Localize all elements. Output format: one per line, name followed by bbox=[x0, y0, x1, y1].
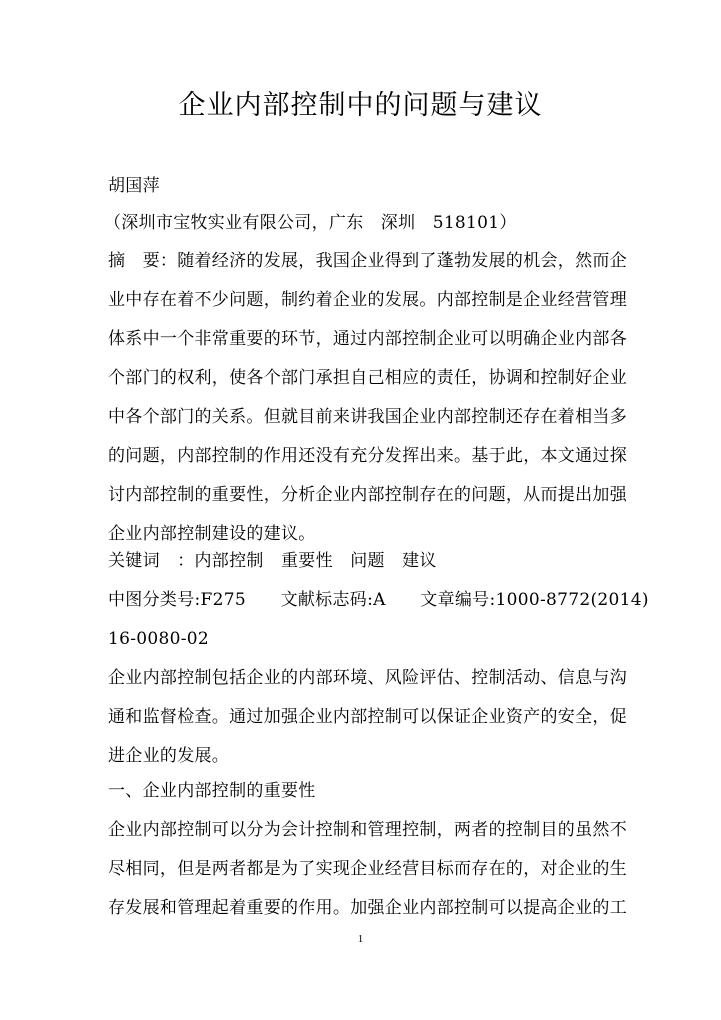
section-paragraph-line: 企业内部控制可以分为会计控制和管理控制，两者的控制目的虽然不 bbox=[108, 820, 627, 840]
abstract-line: 体系中一个非常重要的环节，通过内部控制企业可以明确企业内部各 bbox=[108, 329, 627, 349]
abstract-line: 摘 要：随着经济的发展，我国企业得到了蓬勃发展的机会，然而企 bbox=[108, 251, 627, 271]
abstract-line: 企业内部控制建设的建议。 bbox=[108, 524, 316, 544]
abstract-line: 业中存在着不少问题，制约着企业的发展。内部控制是企业经营管理 bbox=[108, 290, 627, 310]
author-name: 胡国萍 bbox=[108, 176, 160, 196]
abstract-line: 个部门的权利，使各个部门承担自己相应的责任，协调和控制好企业 bbox=[108, 368, 627, 388]
intro-line: 通和监督检查。通过加强企业内部控制可以保证企业资产的安全，促 bbox=[108, 707, 627, 727]
section-paragraph-line: 尽相同，但是两者都是为了实现企业经营目标而存在的，对企业的生 bbox=[108, 859, 627, 879]
classification-line: 中图分类号:F275 文献标志码:A 文章编号:1000-8772(2014) bbox=[108, 590, 649, 610]
abstract-line: 中各个部门的关系。但就目前来讲我国企业内部控制还存在着相当多 bbox=[108, 407, 627, 427]
abstract-line: 的问题，内部控制的作用还没有充分发挥出来。基于此，本文通过探 bbox=[108, 446, 627, 466]
section-paragraph-line: 存发展和管理起着重要的作用。加强企业内部控制可以提高企业的工 bbox=[108, 898, 627, 918]
classification-line-continued: 16-0080-02 bbox=[108, 629, 210, 649]
intro-line: 进企业的发展。 bbox=[108, 746, 230, 766]
section-heading: 一、企业内部控制的重要性 bbox=[108, 781, 316, 801]
keywords-line: 关键词 ：内部控制 重要性 问题 建议 bbox=[108, 551, 437, 571]
document-title: 企业内部控制中的问题与建议 bbox=[178, 90, 543, 121]
abstract-line: 讨内部控制的重要性，分析企业内部控制存在的问题，从而提出加强 bbox=[108, 485, 627, 505]
page-number: 1 bbox=[357, 933, 364, 945]
intro-line: 企业内部控制包括企业的内部环境、风险评估、控制活动、信息与沟 bbox=[108, 668, 627, 688]
author-affiliation: （深圳市宝牧实业有限公司，广东 深圳 518101） bbox=[104, 213, 517, 233]
